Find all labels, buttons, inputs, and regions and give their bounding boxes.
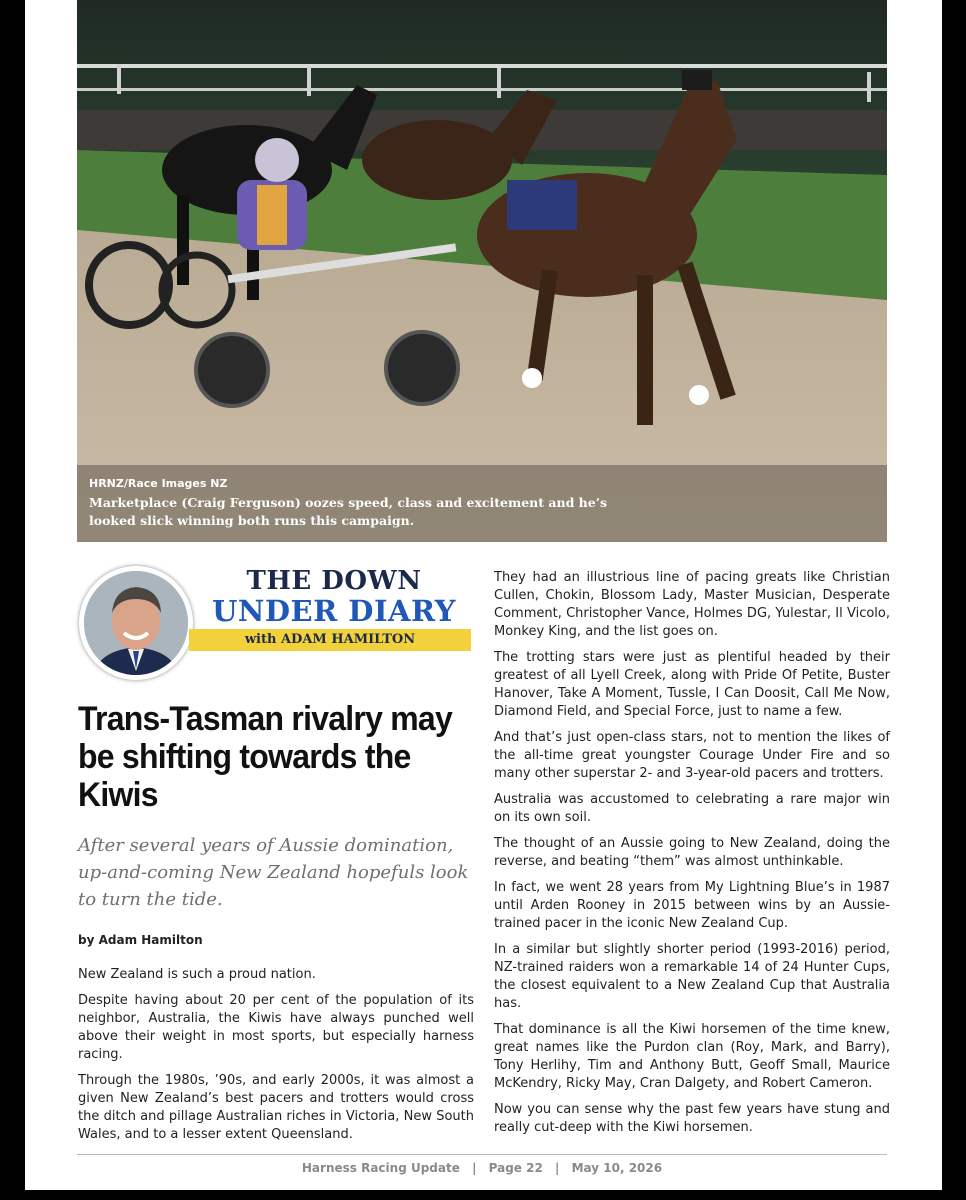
footer-separator: |: [555, 1161, 560, 1175]
paragraph: Despite having about 20 per cent of the population of its neighbor, Australia, the Kiwis have always punched well above their weight in most sports, but especially harness racing.: [78, 993, 474, 1062]
columnist-avatar: [79, 566, 193, 680]
photo-credit: HRNZ/Race Images NZ: [89, 477, 228, 490]
article-deck: After several years of Aussie domination, up-and-coming New Zealand hopefuls look to turn the tide.: [78, 835, 469, 910]
footer-date: May 10, 2026: [571, 1161, 663, 1175]
column-title-line2: UNDER DIARY: [212, 594, 456, 628]
photo-caption: Marketplace (Craig Ferguson) oozes speed, class and excitement and he’s looked slick winning both runs this campaign.: [89, 495, 608, 528]
columnist-portrait: [84, 571, 188, 675]
column-byline: with ADAM HAMILTON: [189, 629, 471, 651]
footer-page-number: Page 22: [488, 1161, 543, 1175]
article-column-right: [494, 569, 890, 1145]
article-author: by Adam Hamilton: [78, 933, 203, 947]
column-title-line1: THE DOWN: [246, 566, 422, 596]
paragraph: The trotting stars were just as plentiful headed by their greatest of all Lyell Creek, along with Pride Of Petite, Buster Hanover, Take A Moment, Tussle, I Can Doosit, Call Me Now, Diamond Field, and Special Force, just to name a few.: [494, 650, 890, 719]
footer-divider: [77, 1154, 887, 1155]
paragraph: And that’s just open-class stars, not to mention the likes of the all-time great youngster Courage Under Fire and so many other superstar 2- and 3-year-old pacers and trotters.: [494, 730, 890, 781]
column-title: [193, 566, 475, 626]
article-column-left: [78, 966, 474, 1152]
footer-publication: Harness Racing Update: [301, 1161, 460, 1175]
portrait-icon: [84, 571, 188, 675]
paragraph: They had an illustrious line of pacing greats like Christian Cullen, Chokin, Blossom Lady, Master Musician, Desperate Comment, Christopher Vance, Holmes DG, Yulestar, Il Vicolo, Monkey King, and the list goes on.: [494, 570, 890, 639]
paragraph: New Zealand is such a proud nation.: [78, 967, 316, 982]
paragraph: Australia was accustomed to celebrating a rare major win on its own soil.: [494, 792, 890, 825]
paragraph: In a similar but slightly shorter period (1993-2016) period, NZ-trained raiders won a remarkable 14 of 24 Hunter Cups, the closest equivalent to a New Zealand Cup that Australia has.: [494, 942, 890, 1011]
page-footer: [77, 1161, 887, 1175]
race-photo: [77, 0, 887, 542]
paragraph: That dominance is all the Kiwi horsemen of the time knew, great names like the Purdon clan (Roy, Mark, and Barry), Tony Herlihy, Tim and Anthony Butt, Geoff Small, Maurice McKendry, Ricky May, Cran Dalgety, and Robert Cameron.: [494, 1022, 890, 1091]
paragraph: Now you can sense why the past few years have stung and really cut-deep with the Kiwi horsemen.: [494, 1102, 890, 1135]
magazine-page: [25, 0, 942, 1190]
harness-race-illustration: [77, 0, 887, 542]
paragraph: In fact, we went 28 years from My Lightning Blue’s in 1987 until Arden Rooney in 2015 between wins by an Aussie-trained pacer in the iconic New Zealand Cup.: [494, 880, 890, 931]
article-headline: Trans-Tasman rivalry may be shifting towards the Kiwis: [78, 700, 452, 814]
paragraph: The thought of an Aussie going to New Zealand, doing the reverse, and beating “them” was almost unthinkable.: [494, 836, 890, 869]
footer-separator: |: [472, 1161, 477, 1175]
paragraph: Through the 1980s, ’90s, and early 2000s, it was almost a given New Zealand’s best pacers and trotters would cross the ditch and pillage Australian riches in Victoria, New South Wales, and to a lesser extent Queensland.: [78, 1073, 474, 1142]
